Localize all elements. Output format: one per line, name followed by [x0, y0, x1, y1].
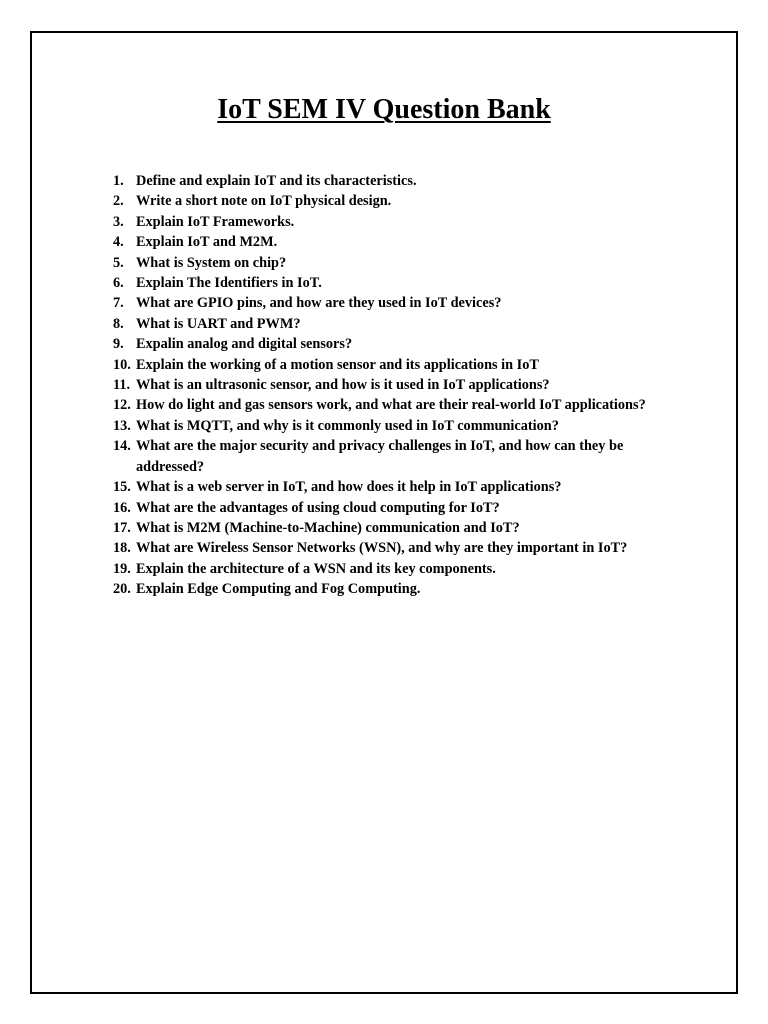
- question-number: 14.: [113, 438, 131, 455]
- question-number: 1.: [113, 173, 124, 189]
- question-text: Explain The Identifiers in IoT.: [136, 275, 322, 292]
- question-text: How do light and gas sensors work, and what are their real-world IoT applications?: [136, 397, 646, 414]
- question-item: [113, 375, 693, 395]
- question-item: [113, 538, 693, 558]
- question-number: 13.: [113, 417, 131, 434]
- question-text: What are the major security and privacy challenges in IoT, and how can they be addressed?: [136, 438, 624, 475]
- question-text: What are GPIO pins, and how are they used in IoT devices?: [136, 295, 502, 312]
- question-number: 9.: [113, 336, 124, 353]
- question-text: What is System on chip?: [136, 254, 287, 271]
- question-number: 12.: [113, 397, 131, 414]
- question-number: 11.: [113, 377, 131, 394]
- question-item: [113, 498, 693, 518]
- page-title: IoT SEM IV Question Bank: [217, 94, 551, 125]
- question-text: Explain IoT and M2M.: [136, 234, 278, 251]
- question-text: What is UART and PWM?: [136, 315, 301, 332]
- question-number: 16.: [113, 499, 131, 516]
- question-list: [113, 171, 693, 600]
- question-item: [113, 518, 693, 538]
- question-text: Explain the working of a motion sensor and its applications in IoT: [136, 356, 539, 373]
- question-number: 17.: [113, 519, 131, 536]
- question-text: What is MQTT, and why is it commonly used in IoT communication?: [136, 417, 559, 434]
- question-item: [113, 273, 693, 293]
- question-text: What is a web server in IoT, and how does it help in IoT applications?: [136, 479, 562, 496]
- question-item: [113, 436, 693, 477]
- question-text: What are Wireless Sensor Networks (WSN), and why are they important in IoT?: [136, 540, 628, 557]
- question-text: Expalin analog and digital sensors?: [136, 336, 353, 353]
- question-item: [113, 416, 693, 436]
- question-item: [113, 253, 693, 273]
- question-number: 8.: [113, 315, 124, 332]
- question-item: [113, 395, 693, 415]
- question-number: 15.: [113, 479, 131, 496]
- question-number: 6.: [113, 275, 124, 292]
- question-text: What are the advantages of using cloud computing for IoT?: [136, 499, 500, 516]
- question-item: [113, 171, 693, 191]
- question-item: [113, 191, 693, 211]
- question-number: 2.: [113, 193, 124, 210]
- question-number: 7.: [113, 295, 124, 312]
- question-number: 10.: [113, 356, 131, 373]
- question-number: 4.: [113, 234, 124, 251]
- question-item: [113, 314, 693, 334]
- question-text: Explain IoT Frameworks.: [136, 213, 295, 230]
- question-text: Write a short note on IoT physical design.: [136, 193, 392, 210]
- question-number: 3.: [113, 213, 124, 230]
- question-item: [113, 293, 693, 313]
- question-text: Define and explain IoT and its characteristics.: [136, 173, 417, 189]
- question-item: [113, 477, 693, 497]
- question-text: What is an ultrasonic sensor, and how is it used in IoT applications?: [136, 377, 550, 394]
- question-number: 5.: [113, 254, 124, 271]
- question-item: [113, 579, 693, 599]
- question-number: 19.: [113, 560, 131, 577]
- question-item: [113, 212, 693, 232]
- question-number: 20.: [113, 581, 131, 598]
- question-item: [113, 559, 693, 579]
- question-item: [113, 232, 693, 252]
- question-text: Explain Edge Computing and Fog Computing.: [136, 581, 421, 598]
- question-number: 18.: [113, 540, 131, 557]
- question-item: [113, 334, 693, 354]
- question-text: Explain the architecture of a WSN and its key components.: [136, 560, 496, 577]
- question-text: What is M2M (Machine-to-Machine) communication and IoT?: [136, 519, 520, 536]
- question-item: [113, 355, 693, 375]
